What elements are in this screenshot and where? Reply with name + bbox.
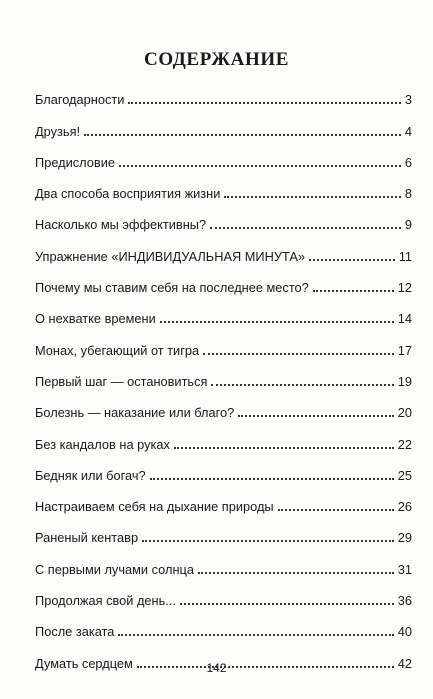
toc-entry-title: Два способа восприятия жизни: [35, 186, 221, 202]
toc-entry-page: 14: [397, 311, 412, 327]
toc-entry-title: Предисловие: [35, 154, 115, 170]
dot-leader: [238, 415, 394, 417]
dot-leader: [211, 384, 393, 386]
toc-entry: [35, 547, 412, 578]
toc-entry-title: О нехватке времени: [35, 311, 156, 327]
toc-entry: [35, 297, 412, 328]
toc-entry-title: Друзья!: [35, 123, 81, 139]
toc-entry-title: Раненый кентавр: [35, 530, 139, 546]
toc-entry: [35, 485, 412, 516]
toc-entry-title: Монах, убегающий от тигра: [35, 342, 200, 358]
dot-leader: [224, 196, 400, 198]
toc-list: [35, 78, 412, 673]
dot-leader: [198, 572, 394, 574]
toc-entry: [35, 579, 412, 610]
toc-entry-title: С первыми лучами солнца: [35, 561, 194, 577]
toc-entry-page: 31: [397, 561, 412, 577]
dot-leader: [278, 509, 394, 511]
toc-entry: [35, 610, 412, 641]
toc-entry-title: Без кандалов на руках: [35, 436, 170, 452]
toc-entry-title: Настраиваем себя на дыхание природы: [35, 499, 274, 515]
toc-entry-page: 25: [397, 467, 412, 483]
toc-entry-page: 11: [398, 248, 412, 264]
toc-entry-page: 42: [397, 655, 412, 671]
toc-entry: [35, 328, 412, 359]
toc-entry: [35, 516, 412, 547]
toc-entry: [35, 454, 412, 485]
page-number: 142: [206, 661, 227, 675]
toc-entry: [35, 109, 412, 140]
dot-leader: [180, 603, 394, 605]
toc-entry-page: 3: [404, 92, 412, 108]
toc-entry-page: 36: [397, 593, 412, 609]
toc-entry-page: 12: [397, 280, 412, 296]
toc-entry-page: 8: [404, 186, 412, 202]
dot-leader: [119, 165, 401, 167]
toc-entry-title: Продолжая свой день...: [35, 593, 176, 609]
toc-entry: [35, 391, 412, 422]
toc-entry: [35, 360, 412, 391]
toc-entry: [35, 422, 412, 453]
toc-entry-page: 9: [404, 217, 412, 233]
toc-entry-title: После заката: [35, 624, 115, 640]
toc-entry-page: 20: [397, 405, 412, 421]
toc-entry-title: Бедняк или богач?: [35, 467, 146, 483]
toc-entry-title: Благодарности: [35, 92, 125, 108]
dot-leader: [160, 321, 394, 323]
dot-leader: [142, 540, 394, 542]
toc-entry-title: Первый шаг — остановиться: [35, 373, 208, 389]
toc-entry-title: Насколько мы эффективны?: [35, 217, 207, 233]
toc-entry-title: Упражнение «ИНДИВИДУАЛЬНАЯ МИНУТА»: [35, 248, 306, 264]
toc-entry: [35, 266, 412, 297]
dot-leader: [203, 353, 394, 355]
toc-entry-title: Болезнь — наказание или благо?: [35, 405, 235, 421]
toc-entry-page: 4: [404, 123, 412, 139]
page-title: СОДЕРЖАНИЕ: [144, 49, 289, 70]
dot-leader: [313, 290, 394, 292]
dot-leader: [118, 634, 393, 636]
toc-entry: [35, 141, 412, 172]
toc-entry-title: Думать сердцем: [35, 655, 133, 671]
toc-entry: [35, 78, 412, 109]
toc-entry-page: 26: [397, 499, 412, 515]
toc-entry: [35, 203, 412, 234]
dot-leader: [84, 134, 401, 136]
dot-leader: [150, 478, 394, 480]
toc-entry-title: Почему мы ставим себя на последнее место?: [35, 280, 309, 296]
toc-entry-page: 40: [397, 624, 412, 640]
dot-leader: [174, 447, 394, 449]
toc-entry-page: 17: [397, 342, 412, 358]
toc-entry: [35, 234, 412, 265]
dot-leader: [309, 259, 395, 261]
dot-leader: [210, 227, 401, 229]
toc-entry-page: 6: [404, 154, 412, 170]
toc-entry-page: 22: [397, 436, 412, 452]
toc-entry-page: 29: [397, 530, 412, 546]
toc-entry: [35, 172, 412, 203]
toc-entry-page: 19: [397, 373, 412, 389]
dot-leader: [128, 102, 401, 104]
